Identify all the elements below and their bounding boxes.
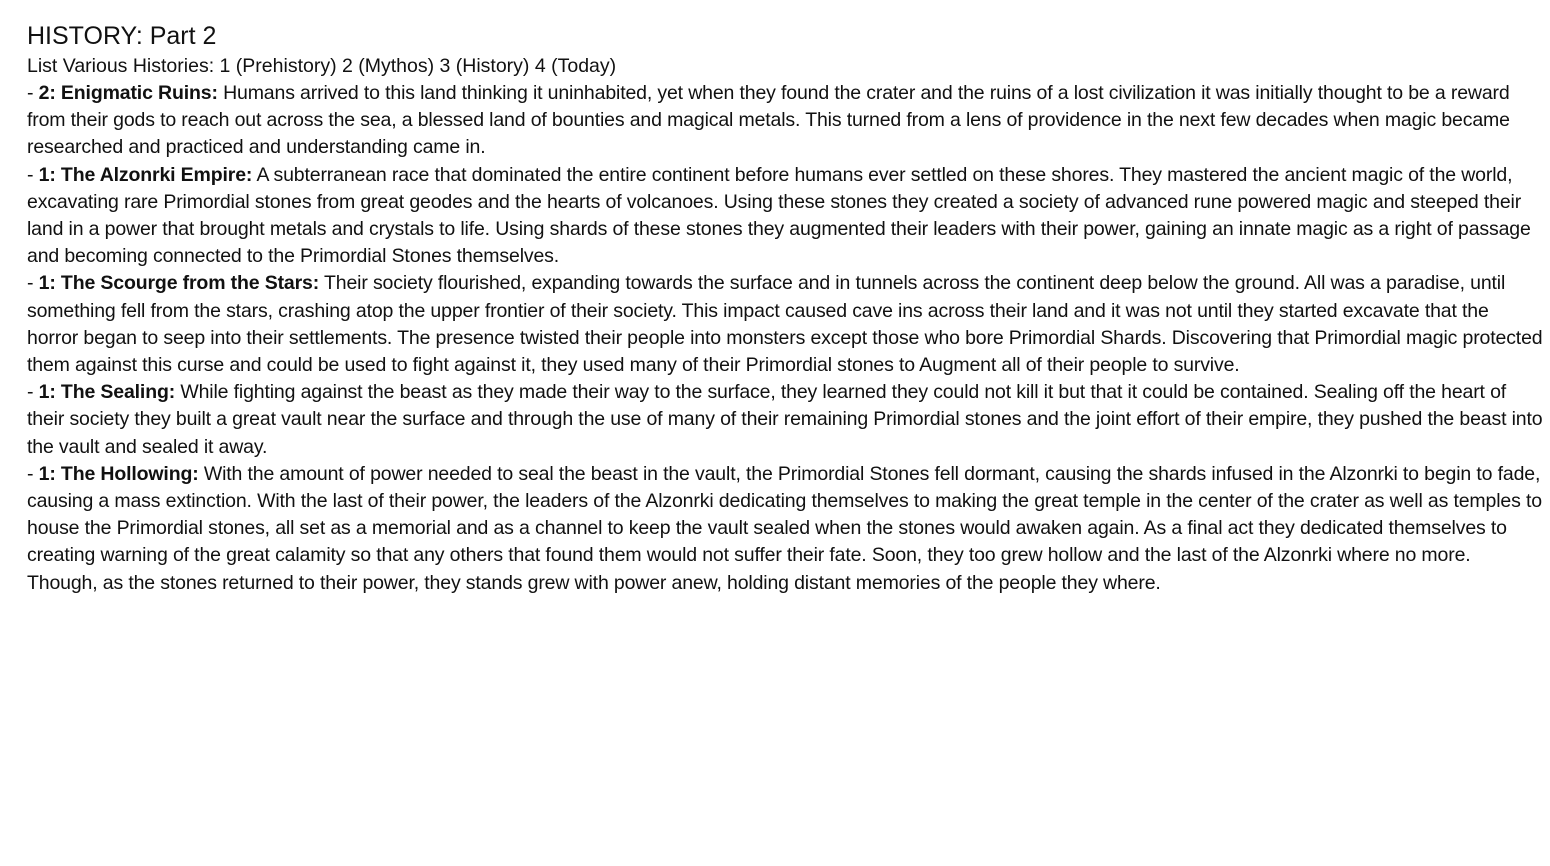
entry-prefix: - — [27, 272, 39, 295]
entry-prefix: - — [27, 381, 39, 404]
entry-text: With the amount of power needed to seal the beast in the vault, the Primordial Stones fell dormant, causing the shards infused in the Alzonrki to begin to fade, causing a mass extinction. With the last of their power, the leaders of the Alzonrki dedicating themselves to making the great temple in the center of the crater as well as temples to house the Primordial stones, all set as a memorial and as a channel to keep the vault sealed when the stones would awaken again. As a final act they dedicated themselves to creating warning of the great calamity so that any others that found them would not suffer their fate. Soon, they too grew hollow and the last of the Alzonrki where no more. Though, as the stones returned to their power, they stands grew with power anew, holding distant memories of the people they where. — [27, 462, 1542, 594]
entry-prefix: - — [27, 82, 39, 104]
history-entry-enigmatic-ruins — [27, 80, 1545, 162]
entry-label: 1: The Sealing: — [38, 381, 176, 404]
history-entry-the-hollowing — [27, 461, 1545, 597]
entry-text: Humans arrived to this land thinking it uninhabited, yet when they found the crater and the ruins of a lost civilization it was initially thought to be a reward from their gods to reach out across the sea, a blessed land of bounties and magical metals. This turned from a lens of providence in the next few decades when magic became researched and practiced and understanding came in. — [27, 82, 1510, 159]
entry-label: 1: The Hollowing: — [38, 462, 199, 485]
entry-prefix: - — [27, 163, 39, 186]
page-title: HISTORY: Part 2 — [27, 22, 217, 50]
history-entry-alzonrki-empire — [27, 162, 1545, 271]
history-entry-the-sealing — [27, 379, 1545, 461]
entry-text: Their society flourished, expanding towards the surface and in tunnels across the continent deep below the ground. All was a paradise, until something fell from the stars, crashing atop the upper frontier of their society. This impact caused cave ins across their land and it was not until they started excavate that the horror began to seep into their settlements. The presence twisted their people into monsters except those who bore Primordial Shards. Discovering that Primordial magic protected them against this curse and could be used to fight against it, they used many of their Primordial stones to Augment all of their people to survive. — [27, 272, 1543, 377]
document — [27, 20, 1545, 597]
entry-label: 1: The Scourge from the Stars: — [38, 272, 320, 295]
entry-text: A subterranean race that dominated the entire continent before humans ever settled on these shores. They mastered the ancient magic of the world, excavating rare Primordial stones from great geodes and the hearts of volcanoes. Using these stones they created a society of advanced rune powered magic and steeped their land in a power that brought metals and crystals to life. Using shards of these stones they augmented their leaders with their power, gaining an innate magic as a right of passage and becoming connected to the Primordial Stones themselves. — [27, 163, 1531, 268]
entry-text: While fighting against the beast as they made their way to the surface, they learned they could not kill it but that it could be contained. Sealing off the heart of their society they built a great vault near the surface and through the use of many of their remaining Primordial stones and the joint effort of their empire, they pushed the beast into the vault and sealed it away. — [27, 381, 1543, 458]
page-subtitle: List Various Histories: 1 (Prehistory) 2 (Mythos) 3 (History) 4 (Today) — [27, 55, 617, 77]
entry-prefix: - — [27, 462, 39, 485]
history-entry-scourge-from-the-stars — [27, 270, 1545, 379]
entry-label: 2: Enigmatic Ruins: — [38, 82, 218, 104]
entry-label: 1: The Alzonrki Empire: — [38, 163, 253, 186]
